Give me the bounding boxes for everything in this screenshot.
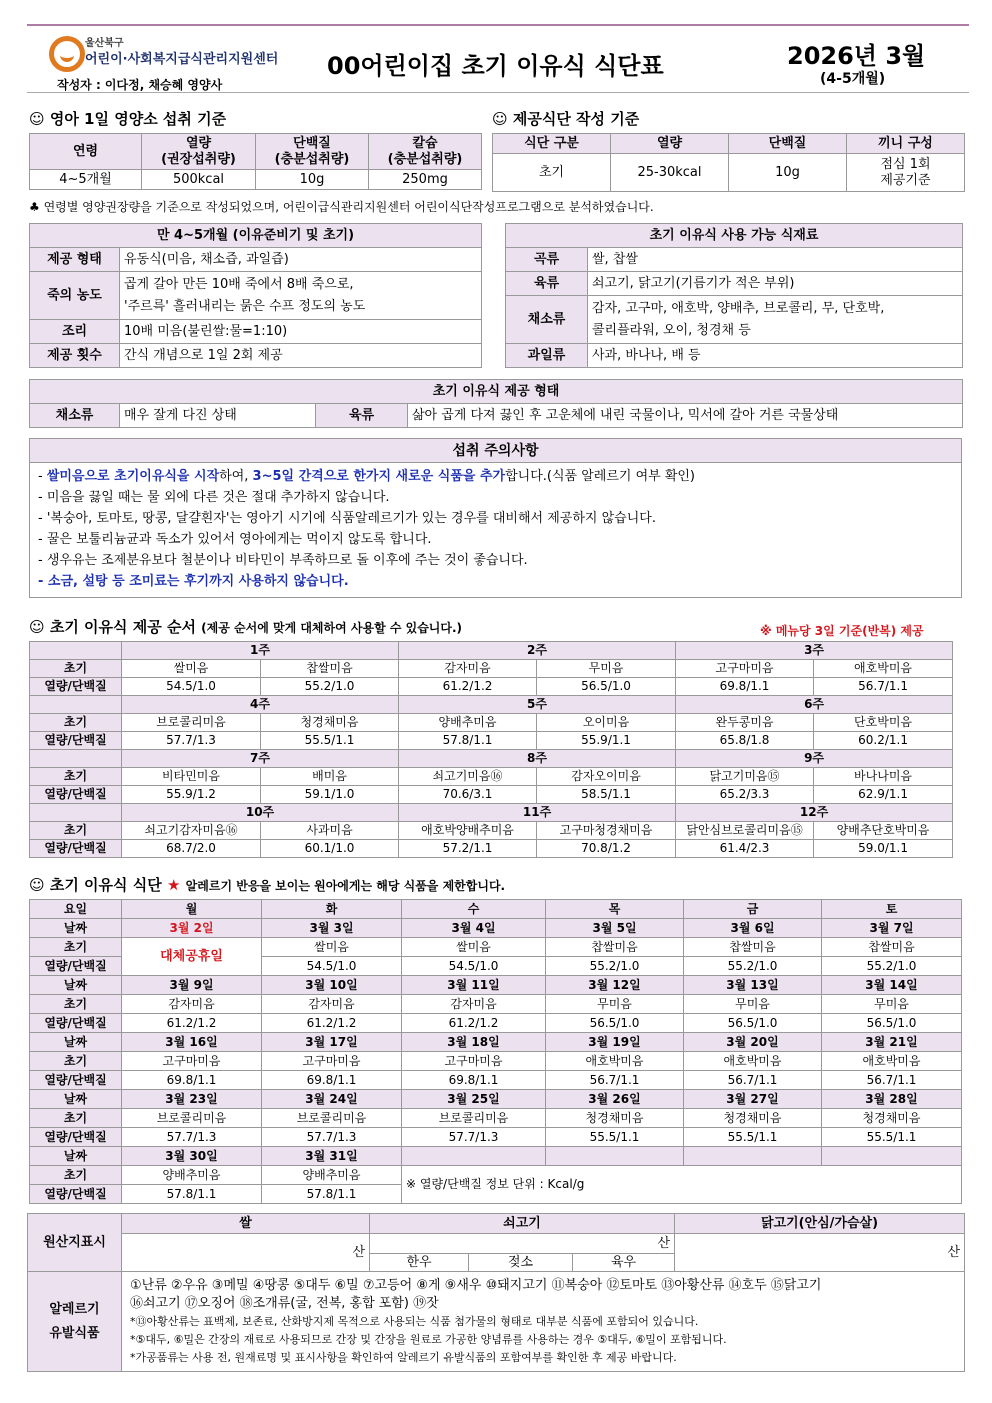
- menu-value-row: [30, 1128, 962, 1147]
- form-veg-value: 매우 잘게 다진 상태: [120, 404, 316, 428]
- menu-item: 쌀미음: [262, 938, 402, 957]
- menu-value: 57.7/1.3: [122, 1128, 262, 1147]
- provide-meal: 점심 1회 제공기준: [847, 154, 965, 192]
- sequence-week-row: [30, 804, 953, 822]
- sequence-week: 9주: [676, 750, 953, 768]
- sequence-week: 8주: [399, 750, 676, 768]
- sequence-item: 브로콜리미음: [122, 714, 261, 732]
- menu-date: 3월 24일: [262, 1090, 402, 1109]
- menu-date: 3월 30일: [122, 1147, 262, 1166]
- menu-value: 55.2/1.0: [822, 957, 962, 976]
- caution-box: [29, 438, 962, 598]
- sequence-row-label: 열량/단백질: [30, 840, 122, 858]
- allergy-label: 알레르기 유발식품: [28, 1272, 122, 1372]
- provide-protein: 10g: [729, 154, 847, 192]
- sequence-corner: [30, 804, 122, 822]
- sequence-value: 70.6/3.1: [399, 786, 537, 804]
- menu-date-row: [30, 1147, 962, 1166]
- menu-day: 화: [262, 900, 402, 919]
- sequence-item-row: [30, 768, 953, 786]
- form-table: [29, 379, 963, 428]
- intake-h-age: 연령: [30, 134, 142, 170]
- menu-item: 찹쌀미음: [684, 938, 822, 957]
- menu-date: 3월 6일: [684, 919, 822, 938]
- provide-title: ☺ 제공식단 작성 기준: [492, 110, 640, 128]
- sequence-value: 60.1/1.0: [261, 840, 399, 858]
- sequence-value: 68.7/2.0: [122, 840, 261, 858]
- allergy-line-1: ①난류 ②우유 ③메밀 ④땅콩 ⑤대두 ⑥밀 ⑦고등어 ⑧게 ⑨새우 ⑩돼지고기 ⑪복숭아 ⑫토마토 ⑬아황산류 ⑭호두 ⑮닭고기: [130, 1277, 822, 1293]
- origin-hanwoo: 한우: [370, 1254, 469, 1272]
- sequence-week: 12주: [676, 804, 953, 822]
- provide-h-protein: 단백질: [729, 134, 847, 154]
- menu-value-label: 열량/단백질: [30, 1128, 122, 1147]
- provide-h-type: 식단 구분: [493, 134, 611, 154]
- origin-yuk: 육우: [573, 1254, 675, 1272]
- menu-date: 3월 7일: [822, 919, 962, 938]
- sequence-week: 3주: [676, 642, 953, 660]
- menu-date: 2026년 3월: [787, 42, 926, 70]
- menu-value: 57.7/1.3: [402, 1128, 546, 1147]
- menu-date-row: [30, 1090, 962, 1109]
- header-divider: [27, 92, 969, 93]
- sequence-value-row: [30, 678, 953, 696]
- menu-value: 61.2/1.2: [262, 1014, 402, 1033]
- form-meat-label: 육류: [316, 404, 408, 428]
- caution-line-1: - 쌀미음으로 초기이유식을 시작하여, 3~5일 간격으로 한가지 새로운 식품을 추가합니다.(식품 알레르기 여부 확인): [38, 469, 696, 484]
- menu-value: 55.5/1.1: [546, 1128, 684, 1147]
- allergy-line-3: *⑬아황산류는 표백제, 보존료, 산화방지제 목적으로 사용되는 식품 첨가물의 형태로 대부분 식품에 포함되어 있습니다.: [130, 1314, 699, 1328]
- menu-item: 쌀미음: [402, 938, 546, 957]
- menu-item: 찹쌀미음: [822, 938, 962, 957]
- top-divider: [27, 24, 969, 26]
- intake-h-calcium: 칼슘 (충분섭취량): [369, 134, 482, 170]
- menu-value: 57.7/1.3: [262, 1128, 402, 1147]
- sequence-week: 11주: [399, 804, 676, 822]
- intake-calcium: 250mg: [369, 170, 482, 190]
- menu-item-label: 초기: [30, 995, 122, 1014]
- sequence-corner: [30, 750, 122, 768]
- sequence-item-row: [30, 660, 953, 678]
- sequence-item: 애호박미음: [814, 660, 953, 678]
- menu-item: 고구마미음: [402, 1052, 546, 1071]
- menu-date: 3월 9일: [122, 976, 262, 995]
- age-range: (4-5개월): [820, 71, 886, 87]
- menu-value: 69.8/1.1: [262, 1071, 402, 1090]
- menu-date-row: [30, 976, 962, 995]
- menu-value: 61.2/1.2: [122, 1014, 262, 1033]
- prep-r3-value: 10배 미음(불린쌀:물=1:10): [120, 320, 482, 344]
- menu-date: 3월 18일: [402, 1033, 546, 1052]
- sequence-week-row: [30, 696, 953, 714]
- menu-item-row: [30, 1109, 962, 1128]
- menu-day: 금: [684, 900, 822, 919]
- sequence-item: 애호박양배추미음: [399, 822, 537, 840]
- page-title: 00어린이집 초기 이유식 식단표: [327, 52, 664, 80]
- menu-value: 57.8/1.1: [122, 1185, 262, 1204]
- caution-line-2: - 미음을 끓일 때는 물 외에 다른 것은 절대 추가하지 않습니다.: [38, 490, 390, 505]
- menu-item: 청경채미음: [546, 1109, 684, 1128]
- menu-date: 3월 2일: [122, 919, 262, 938]
- menu-date-label: 날짜: [30, 1033, 122, 1052]
- menu-day: 목: [546, 900, 684, 919]
- menu-item: 무미음: [684, 995, 822, 1014]
- provide-type: 초기: [493, 154, 611, 192]
- menu-value: 54.5/1.0: [402, 957, 546, 976]
- sequence-value-row: [30, 732, 953, 750]
- sequence-value: 55.9/1.1: [537, 732, 676, 750]
- menu-date-label: 날짜: [30, 976, 122, 995]
- sequence-note: ※ 메뉴당 3일 기준(반복) 제공: [760, 624, 924, 638]
- menu-value: 56.5/1.0: [822, 1014, 962, 1033]
- sequence-table: [29, 641, 953, 858]
- origin-allergy-table: [27, 1213, 965, 1372]
- sequence-row-label: 초기: [30, 660, 122, 678]
- origin-rice-value: 산: [122, 1234, 370, 1272]
- menu-value: 55.5/1.1: [684, 1128, 822, 1147]
- sequence-week: 10주: [122, 804, 399, 822]
- sequence-value: 56.7/1.1: [814, 678, 953, 696]
- logo-subtitle: 울산북구: [85, 38, 124, 49]
- sequence-value: 65.2/3.3: [676, 786, 814, 804]
- menu-value: 61.2/1.2: [402, 1014, 546, 1033]
- menu-date: 3월 3일: [262, 919, 402, 938]
- sequence-value: 57.2/1.1: [399, 840, 537, 858]
- menu-value-label: 열량/단백질: [30, 1071, 122, 1090]
- menu-value-label: 열량/단백질: [30, 1014, 122, 1033]
- menu-date: 3월 10일: [262, 976, 402, 995]
- sequence-week: 7주: [122, 750, 399, 768]
- sequence-value: 56.5/1.0: [537, 678, 676, 696]
- menu-date: 3월 11일: [402, 976, 546, 995]
- prep-title: 만 4~5개월 (이유준비기 및 초기): [30, 224, 482, 248]
- sequence-value: 61.4/2.3: [676, 840, 814, 858]
- menu-item-row: [30, 995, 962, 1014]
- provide-h-kcal: 열량: [611, 134, 729, 154]
- menu-date-row: [30, 1033, 962, 1052]
- ingr-r4-value: 사과, 바나나, 배 등: [588, 344, 963, 368]
- sequence-item-row: [30, 714, 953, 732]
- unit-note: ※ 열량/단백질 정보 단위 : Kcal/g: [402, 1166, 962, 1204]
- caution-line-3: - '복숭아, 토마토, 땅콩, 달걀흰자'는 영아기 시기에 식품알레르기가 있는 경우를 대비해서 제공하지 않습니다.: [38, 511, 656, 526]
- sequence-value: 65.8/1.8: [676, 732, 814, 750]
- menu-date-label: 날짜: [30, 919, 122, 938]
- menu-date: [684, 1147, 822, 1166]
- menu-item: 고구마미음: [122, 1052, 262, 1071]
- origin-chicken-value: 산: [675, 1234, 965, 1272]
- menu-date: 3월 20일: [684, 1033, 822, 1052]
- menu-item: 애호박미음: [822, 1052, 962, 1071]
- sequence-item: 바나나미음: [814, 768, 953, 786]
- sequence-item: 쌀미음: [122, 660, 261, 678]
- menu-value: 55.2/1.0: [684, 957, 822, 976]
- intake-h-kcal: 열량 (권장섭취량): [142, 134, 256, 170]
- sequence-row-label: 열량/단백질: [30, 786, 122, 804]
- menu-item: 애호박미음: [684, 1052, 822, 1071]
- intake-title: ☺ 영아 1일 영양소 섭취 기준: [29, 110, 227, 128]
- intake-protein: 10g: [256, 170, 369, 190]
- intake-note: ♣ 연령별 영양권장량을 기준으로 작성되었으며, 어린이급식관리지원센터 어린이식단작성프로그램으로 분석하였습니다.: [29, 200, 654, 214]
- origin-jeot: 젖소: [469, 1254, 573, 1272]
- intake-age: 4~5개월: [30, 170, 142, 190]
- menu-table: [29, 899, 962, 1204]
- menu-item: 감자미음: [122, 995, 262, 1014]
- menu-item: 찹쌀미음: [546, 938, 684, 957]
- menu-date: [402, 1147, 546, 1166]
- menu-item-label: 초기: [30, 1109, 122, 1128]
- sequence-item: 비타민미음: [122, 768, 261, 786]
- menu-date: 3월 31일: [262, 1147, 402, 1166]
- sequence-item: 완두콩미음: [676, 714, 814, 732]
- ingr-r2-value: 쇠고기, 닭고기(기름기가 적은 부위): [588, 272, 963, 296]
- sequence-item: 쇠고기감자미음⑯: [122, 822, 261, 840]
- menu-item-row: [30, 1166, 962, 1185]
- sequence-value: 62.9/1.1: [814, 786, 953, 804]
- holiday-cell: 대체공휴일: [122, 938, 262, 976]
- menu-item-label: 초기: [30, 1052, 122, 1071]
- menu-date: 3월 27일: [684, 1090, 822, 1109]
- menu-value: 55.2/1.0: [546, 957, 684, 976]
- origin-chicken: 닭고기(안심/가슴살): [675, 1214, 965, 1234]
- caution-line-4: - 꿀은 보툴리늄균과 독소가 있어서 영아에게는 먹이지 않도록 합니다.: [38, 532, 432, 547]
- sequence-item: 고구마청경채미음: [537, 822, 676, 840]
- menu-value: 55.5/1.1: [822, 1128, 962, 1147]
- prep-r2-value: 곱게 갈아 만든 10배 죽에서 8배 죽으로, '주르륵' 흘러내리는 묽은 수프 정도의 농도: [120, 272, 482, 320]
- sequence-week-row: [30, 642, 953, 660]
- sequence-value: 69.8/1.1: [676, 678, 814, 696]
- menu-h-day: 요일: [30, 900, 122, 919]
- caution-line-5: - 생우유는 조제분유보다 철분이나 비타민이 부족하므로 돌 이후에 주는 것이 좋습니다.: [38, 553, 528, 568]
- header: [27, 28, 969, 96]
- sequence-value: 61.2/1.2: [399, 678, 537, 696]
- menu-value: 54.5/1.0: [262, 957, 402, 976]
- menu-item: 감자미음: [402, 995, 546, 1014]
- menu-value-row: [30, 1071, 962, 1090]
- menu-item: 브로콜리미음: [262, 1109, 402, 1128]
- center-logo-icon: [49, 36, 85, 72]
- caution-list: [30, 463, 961, 595]
- sequence-item: 닭고기미음⑮: [676, 768, 814, 786]
- menu-item: 브로콜리미음: [402, 1109, 546, 1128]
- menu-value: 56.7/1.1: [822, 1071, 962, 1090]
- sequence-week: 4주: [122, 696, 399, 714]
- prep-r2-label: 죽의 농도: [30, 272, 120, 320]
- menu-date: 3월 5일: [546, 919, 684, 938]
- menu-day: 월: [122, 900, 262, 919]
- sequence-item: 오이미음: [537, 714, 676, 732]
- provide-kcal: 25-30kcal: [611, 154, 729, 192]
- menu-day: 토: [822, 900, 962, 919]
- allergy-line-2: ⑯쇠고기 ⑰오징어 ⑱조개류(굴, 전복, 홍합 포함) ⑲잣: [130, 1295, 439, 1311]
- sequence-week: 6주: [676, 696, 953, 714]
- sequence-value-row: [30, 840, 953, 858]
- menu-date-row: [30, 919, 962, 938]
- sequence-week: 1주: [122, 642, 399, 660]
- sequence-value: 60.2/1.1: [814, 732, 953, 750]
- intake-kcal: 500kcal: [142, 170, 256, 190]
- sequence-value: 70.8/1.2: [537, 840, 676, 858]
- menu-date: [546, 1147, 684, 1166]
- allergy-list: [122, 1272, 965, 1372]
- sequence-item: 찹쌀미음: [261, 660, 399, 678]
- sequence-item-row: [30, 822, 953, 840]
- menu-date: 3월 28일: [822, 1090, 962, 1109]
- menu-date-label: 날짜: [30, 1147, 122, 1166]
- ingr-r1-value: 쌀, 찹쌀: [588, 248, 963, 272]
- menu-date: [822, 1147, 962, 1166]
- menu-item: 애호박미음: [546, 1052, 684, 1071]
- sequence-title: ☺ 초기 이유식 제공 순서 (제공 순서에 맞게 대체하여 사용할 수 있습니다.): [29, 618, 463, 636]
- menu-value: 57.8/1.1: [262, 1185, 402, 1204]
- prep-r3-label: 조리: [30, 320, 120, 344]
- sequence-item: 단호박미음: [814, 714, 953, 732]
- menu-item: 양배추미음: [122, 1166, 262, 1185]
- menu-item: 고구마미음: [262, 1052, 402, 1071]
- menu-date: 3월 13일: [684, 976, 822, 995]
- menu-item-row: [30, 938, 962, 957]
- sequence-value: 57.8/1.1: [399, 732, 537, 750]
- menu-day: 수: [402, 900, 546, 919]
- sequence-item: 양배추미음: [399, 714, 537, 732]
- form-veg-label: 채소류: [30, 404, 120, 428]
- form-meat-value: 삶아 곱게 다져 끓인 후 고운체에 내린 국물이나, 믹서에 갈아 거른 국물상태: [408, 404, 963, 428]
- sequence-value: 55.5/1.1: [261, 732, 399, 750]
- origin-beef-value: 산: [370, 1234, 675, 1254]
- menu-value: 56.5/1.0: [684, 1014, 822, 1033]
- menu-date: 3월 12일: [546, 976, 684, 995]
- sequence-row-label: 초기: [30, 822, 122, 840]
- allergy-line-5: *가공품류는 사용 전, 원재료명 및 표시사항을 확인하여 알레르기 유발식품의 포함여부를 확인한 후 제공 바랍니다.: [130, 1350, 677, 1364]
- menu-value-label: 열량/단백질: [30, 957, 122, 976]
- menu-date: 3월 25일: [402, 1090, 546, 1109]
- sequence-item: 청경채미음: [261, 714, 399, 732]
- menu-item: 청경채미음: [684, 1109, 822, 1128]
- sequence-item: 고구마미음: [676, 660, 814, 678]
- origin-rice: 쌀: [122, 1214, 370, 1234]
- logo-name: 어린이·사회복지급식관리지원센터: [85, 52, 279, 67]
- menu-date: 3월 23일: [122, 1090, 262, 1109]
- sequence-value: 54.5/1.0: [122, 678, 261, 696]
- menu-value-label: 열량/단백질: [30, 1185, 122, 1204]
- menu-item: 브로콜리미음: [122, 1109, 262, 1128]
- menu-date: 3월 16일: [122, 1033, 262, 1052]
- menu-date: 3월 17일: [262, 1033, 402, 1052]
- ingr-r3-label: 채소류: [506, 296, 588, 344]
- sequence-row-label: 열량/단백질: [30, 678, 122, 696]
- allergy-line-4: *⑤대두, ⑥밀은 간장의 재료로 사용되므로 간장 및 간장을 원료로 가공한 양념류를 사용하는 경우 ⑤대두, ⑥밀이 포함됩니다.: [130, 1332, 727, 1346]
- prep-r1-label: 제공 형태: [30, 248, 120, 272]
- sequence-corner: [30, 696, 122, 714]
- ingr-r3-value: 감자, 고구마, 애호박, 양배추, 브로콜리, 무, 단호박, 콜리플라워, 오이, 청경채 등: [588, 296, 963, 344]
- sequence-item: 사과미음: [261, 822, 399, 840]
- intake-h-protein: 단백질 (충분섭취량): [256, 134, 369, 170]
- prep-r1-value: 유동식(미음, 채소즙, 과일즙): [120, 248, 482, 272]
- menu-item-label: 초기: [30, 1166, 122, 1185]
- provide-h-meal: 끼니 구성: [847, 134, 965, 154]
- menu-item-row: [30, 1052, 962, 1071]
- sequence-item: 무미음: [537, 660, 676, 678]
- sequence-item: 감자미음: [399, 660, 537, 678]
- author: 작성자 : 이다정, 채승혜 영양사: [57, 78, 223, 92]
- prep-r4-value: 간식 개념으로 1일 2회 제공: [120, 344, 482, 368]
- menu-item-label: 초기: [30, 938, 122, 957]
- origin-label: 원산지표시: [28, 1214, 122, 1272]
- sequence-item: 배미음: [261, 768, 399, 786]
- sequence-week-row: [30, 750, 953, 768]
- sequence-item: 양배추단호박미음: [814, 822, 953, 840]
- menu-value: 56.5/1.0: [546, 1014, 684, 1033]
- menu-title: ☺ 초기 이유식 식단 ★ 알레르기 반응을 보이는 원아에게는 해당 식품을 제한합니다.: [29, 876, 506, 894]
- ingredients-title: 초기 이유식 사용 가능 식재료: [506, 224, 963, 248]
- sequence-item: 쇠고기미음⑯: [399, 768, 537, 786]
- sequence-value: 58.5/1.1: [537, 786, 676, 804]
- menu-date: 3월 14일: [822, 976, 962, 995]
- caution-line-6: - 소금, 설탕 등 조미료는 후기까지 사용하지 않습니다.: [38, 574, 349, 589]
- menu-item: 양배추미음: [262, 1166, 402, 1185]
- sequence-item: 닭안심브로콜리미음⑮: [676, 822, 814, 840]
- sequence-value: 59.0/1.1: [814, 840, 953, 858]
- menu-item: 감자미음: [262, 995, 402, 1014]
- ingr-r1-label: 곡류: [506, 248, 588, 272]
- menu-value: 56.7/1.1: [684, 1071, 822, 1090]
- sequence-row-label: 초기: [30, 768, 122, 786]
- provide-table: [492, 133, 965, 192]
- ingredients-table: [505, 223, 963, 368]
- sequence-value: 57.7/1.3: [122, 732, 261, 750]
- caution-title: 섭취 주의사항: [30, 439, 961, 463]
- menu-date: 3월 26일: [546, 1090, 684, 1109]
- sequence-value: 59.1/1.0: [261, 786, 399, 804]
- sequence-item: 감자오이미음: [537, 768, 676, 786]
- menu-item: 청경채미음: [822, 1109, 962, 1128]
- sequence-corner: [30, 642, 122, 660]
- sequence-row-label: 초기: [30, 714, 122, 732]
- menu-day-row: [30, 900, 962, 919]
- menu-date-label: 날짜: [30, 1090, 122, 1109]
- sequence-row-label: 열량/단백질: [30, 732, 122, 750]
- sequence-value-row: [30, 786, 953, 804]
- form-title: 초기 이유식 제공 형태: [30, 380, 963, 404]
- prep-table: [29, 223, 482, 368]
- sequence-value: 55.2/1.0: [261, 678, 399, 696]
- prep-r4-label: 제공 횟수: [30, 344, 120, 368]
- ingr-r4-label: 과일류: [506, 344, 588, 368]
- intake-table: [29, 133, 482, 190]
- menu-value: 69.8/1.1: [122, 1071, 262, 1090]
- star-icon: ★: [166, 876, 181, 894]
- origin-beef: 쇠고기: [370, 1214, 675, 1234]
- sequence-week: 5주: [399, 696, 676, 714]
- menu-date: 3월 21일: [822, 1033, 962, 1052]
- sequence-value: 55.9/1.2: [122, 786, 261, 804]
- menu-date: 3월 19일: [546, 1033, 684, 1052]
- menu-item: 무미음: [822, 995, 962, 1014]
- menu-item: 무미음: [546, 995, 684, 1014]
- menu-date: 3월 4일: [402, 919, 546, 938]
- menu-value-row: [30, 1014, 962, 1033]
- sequence-week: 2주: [399, 642, 676, 660]
- ingr-r2-label: 육류: [506, 272, 588, 296]
- menu-value: 69.8/1.1: [402, 1071, 546, 1090]
- menu-value: 56.7/1.1: [546, 1071, 684, 1090]
